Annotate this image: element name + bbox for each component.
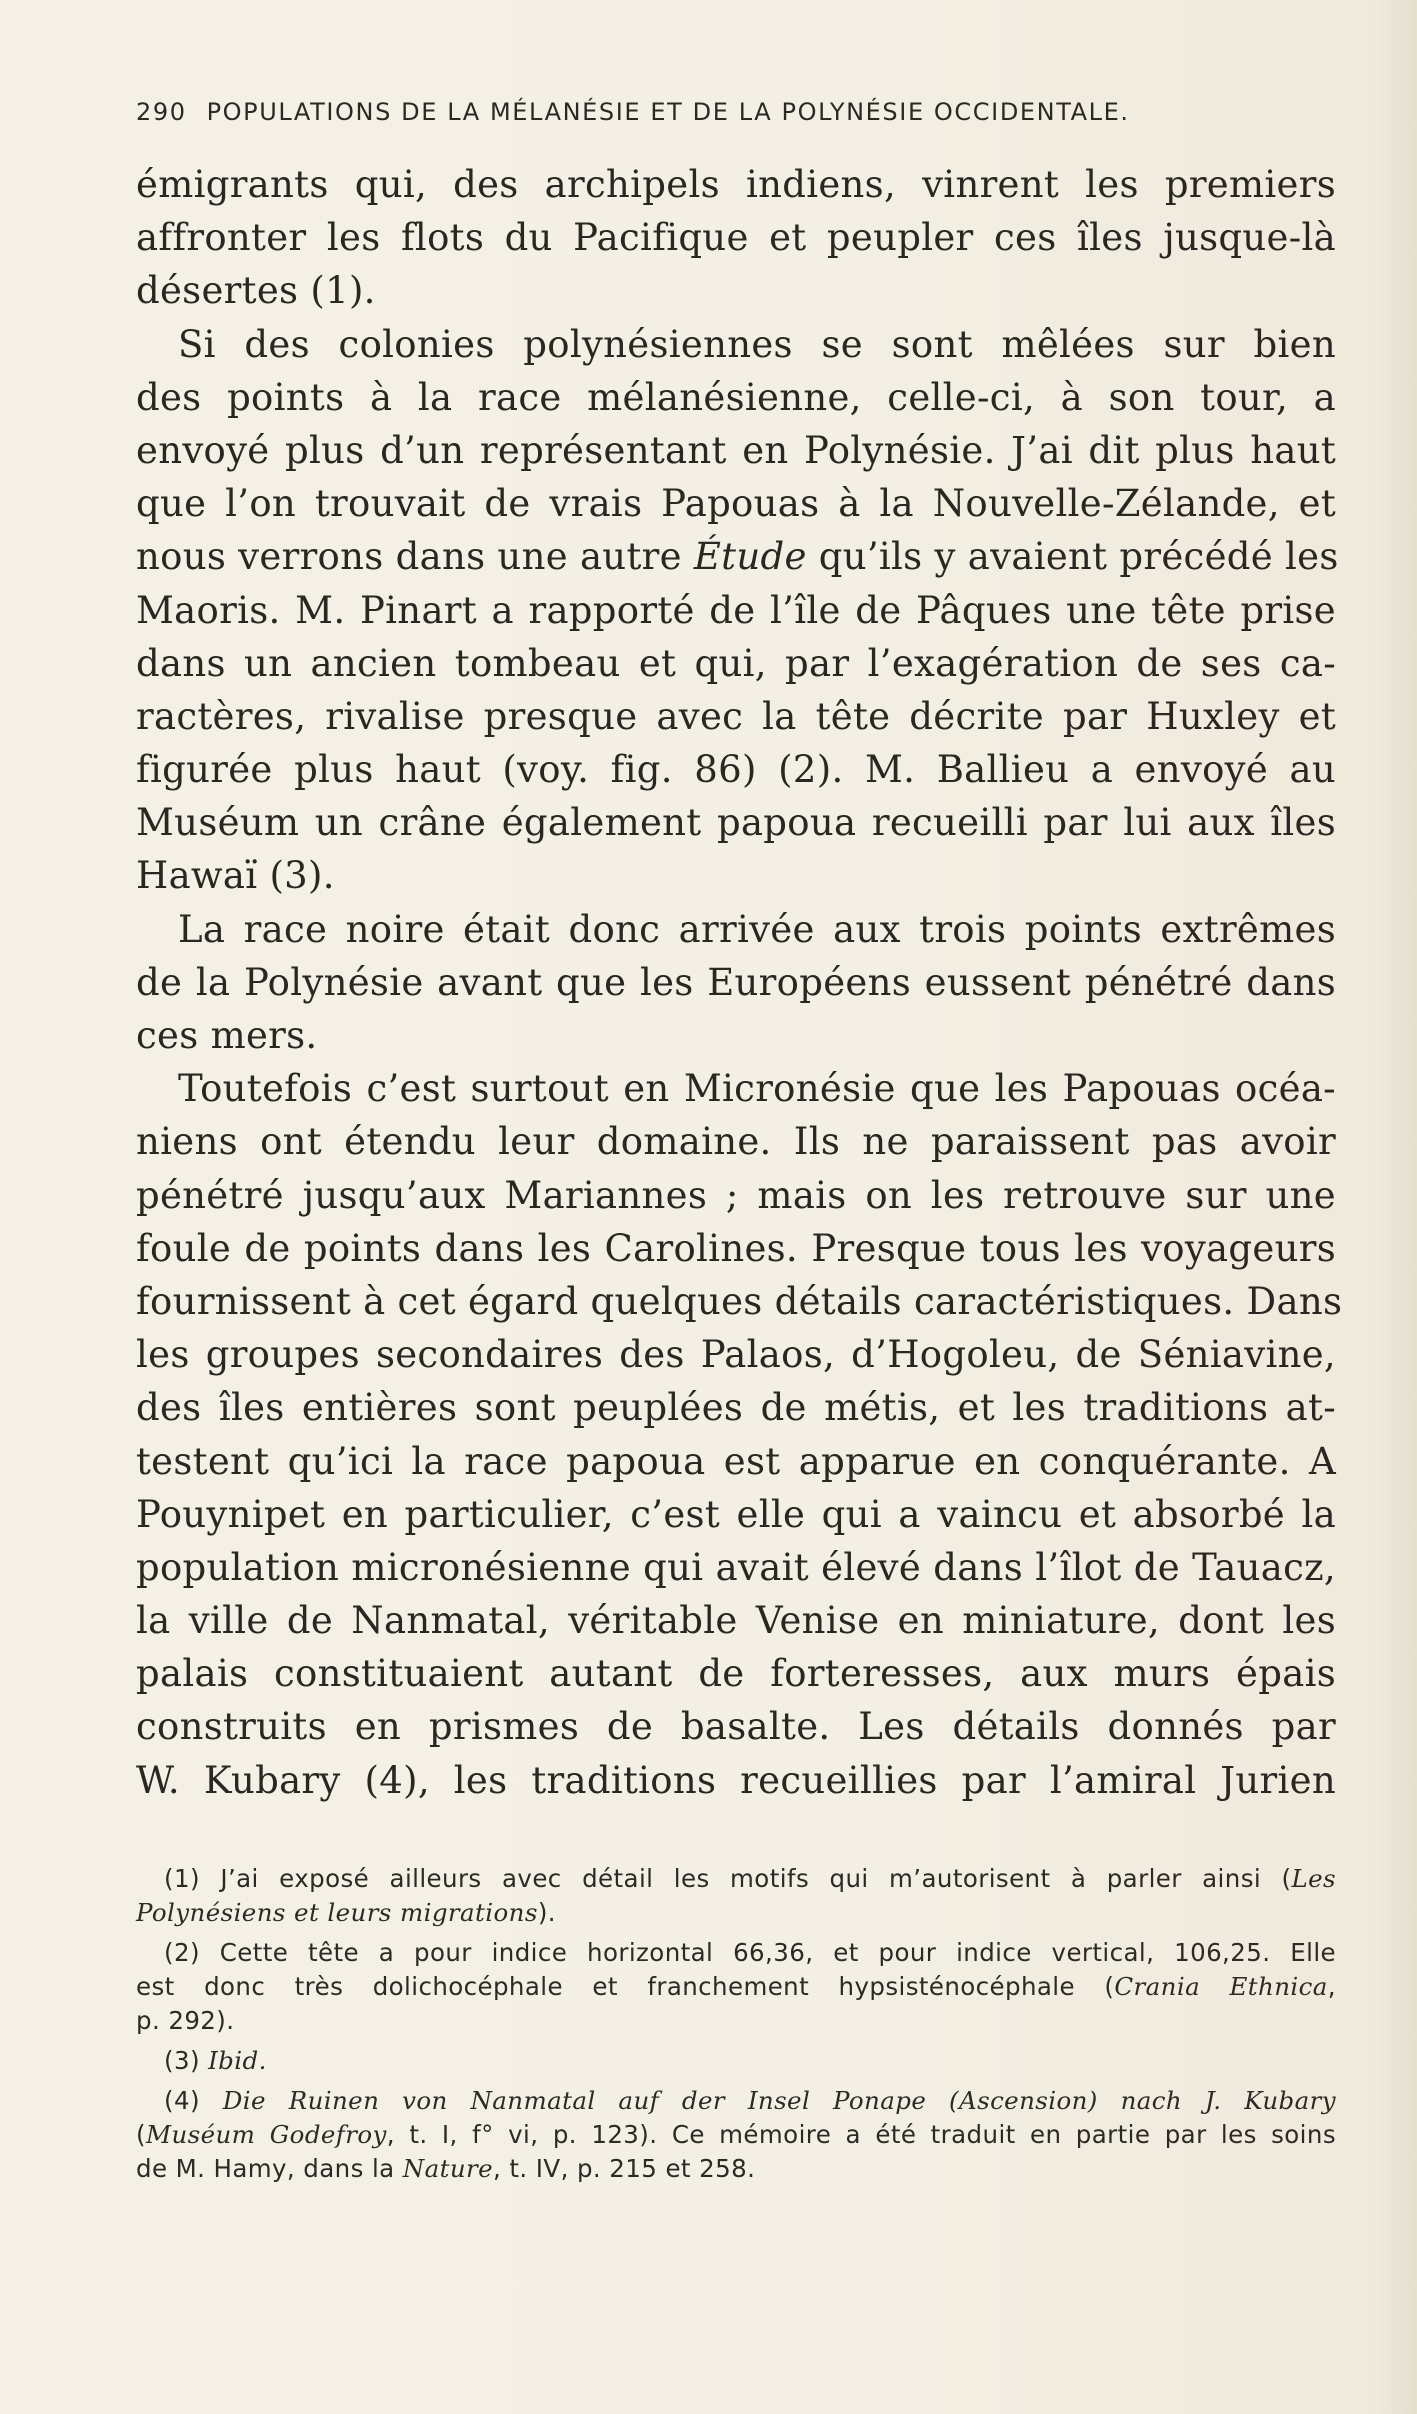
footnote-italic: Muséum Godefroy bbox=[145, 2120, 387, 2149]
text-line: Toutefois c’est surtout en Micronésie que les Papouas océa- bbox=[178, 1067, 1336, 1111]
footnote-text: (3) bbox=[164, 2046, 209, 2075]
footnote-text: ). bbox=[537, 1898, 556, 1927]
body-text bbox=[136, 158, 1343, 1807]
text-line: palais constituaient autant de forteresses, aux murs épais bbox=[136, 1652, 1336, 1696]
text-line: pénétré jusqu’aux Mariannes ; mais on les retrouve sur une bbox=[136, 1173, 1336, 1217]
footnote-text: de M. Hamy, dans la bbox=[136, 2154, 403, 2183]
page-edge-shadow bbox=[1377, 0, 1417, 2414]
footnote-3-line bbox=[136, 2044, 1336, 2078]
running-title: POPULATIONS DE LA MÉLANÉSIE ET DE LA POLYNÉSIE OCCIDENTALE. bbox=[206, 98, 1130, 126]
footnote-4-line bbox=[136, 2152, 1336, 2186]
text-line: de la Polynésie avant que les Européens eussent pénétré dans bbox=[136, 960, 1336, 1004]
text-line: testent qu’ici la race papoua est apparue en conquérante. A bbox=[136, 1439, 1336, 1483]
running-head bbox=[136, 98, 1316, 126]
italic-title-etude: Étude bbox=[693, 535, 807, 579]
footnote-text: , bbox=[1327, 1972, 1336, 2001]
text-line: Pouynipet en particulier, c’est elle qui a vaincu et absorbé la bbox=[136, 1492, 1336, 1536]
text-line: niens ont étendu leur domaine. Ils ne paraissent pas avoir bbox=[136, 1120, 1336, 1164]
text-line: fournissent à cet égard quelques détails caractéristiques. Dans bbox=[136, 1279, 1343, 1323]
footnote-1-line bbox=[136, 1862, 1336, 1896]
text-line: les groupes secondaires des Palaos, d’Hogoleu, de Séniavine, bbox=[136, 1333, 1336, 1377]
footnote-text: (1) J’ai exposé ailleurs avec détail les motifs qui m’autorisent à parler ainsi ( bbox=[164, 1864, 1292, 1893]
footnote-italic: Crania Ethnica bbox=[1114, 1972, 1328, 2001]
text-line: Maoris. M. Pinart a rapporté de l’île de Pâques une tête prise bbox=[136, 588, 1336, 632]
footnote-text: ( bbox=[136, 2120, 146, 2149]
text-line: envoyé plus d’un représentant en Polynésie. J’ai dit plus haut bbox=[136, 428, 1336, 472]
text-line: ces mers. bbox=[136, 1014, 318, 1057]
text-segment: qu’ils y avaient précédé les bbox=[806, 535, 1339, 579]
text-line: la ville de Nanmatal, véritable Venise en miniature, dont les bbox=[136, 1599, 1336, 1643]
page-number: 290 bbox=[136, 98, 187, 126]
footnote-italic: Die Ruinen von Nanmatal auf der Insel Ponape (Ascension) nach J. Kubary bbox=[222, 2086, 1337, 2115]
footnote-2-line: (2) Cette tête a pour indice horizontal 66,36, et pour indice vertical, 106,25. Elle bbox=[164, 1938, 1336, 1967]
text-line: des points à la race mélanésienne, celle-ci, à son tour, a bbox=[136, 375, 1336, 419]
footnote-1-line bbox=[136, 1896, 1336, 1930]
footnote-italic: Polynésiens et leurs migrations bbox=[136, 1898, 538, 1927]
footnotes bbox=[136, 1862, 1336, 2186]
text-line: émigrants qui, des archipels indiens, vinrent les premiers bbox=[136, 163, 1336, 206]
text-line: foule de points dans les Carolines. Presque tous les voyageurs bbox=[136, 1226, 1336, 1270]
text-segment: nous verrons dans une autre bbox=[136, 535, 694, 579]
footnote-2-line bbox=[136, 1970, 1336, 2004]
footnote-text: , t. I, f° vi, p. 123). Ce mémoire a été traduit en partie par les soins bbox=[386, 2120, 1336, 2149]
footnote-italic: Nature bbox=[402, 2154, 494, 2183]
footnote-italic: Ibid. bbox=[208, 2046, 267, 2075]
text-line: figurée plus haut (voy. fig. 86) (2). M. Ballieu a envoyé au bbox=[136, 748, 1336, 792]
text-line: désertes (1). bbox=[136, 269, 376, 313]
footnote-text: (4) bbox=[164, 2086, 223, 2115]
text-line: La race noire était donc arrivée aux trois points extrêmes bbox=[178, 907, 1336, 951]
footnote-text: est donc très dolichocéphale et franchement hypsisténocéphale ( bbox=[136, 1972, 1115, 2001]
text-line: W. Kubary (4), les traditions recueillies par l’amiral Jurien bbox=[136, 1758, 1336, 1802]
footnote-2-line: p. 292). bbox=[136, 2006, 235, 2035]
footnote-4-line bbox=[136, 2084, 1336, 2118]
text-line: Si des colonies polynésiennes se sont mêlées sur bien bbox=[178, 322, 1336, 366]
text-line: des îles entières sont peuplées de métis, et les traditions at- bbox=[136, 1386, 1336, 1430]
text-line: population micronésienne qui avait élevé dans l’îlot de Tauacz, bbox=[136, 1545, 1336, 1589]
footnote-italic: Les bbox=[1291, 1864, 1336, 1893]
footnote-4-line bbox=[136, 2118, 1336, 2152]
text-line bbox=[136, 530, 1339, 583]
text-line: Hawaï (3). bbox=[136, 854, 335, 898]
text-line: Muséum un crâne également papoua recueilli par lui aux îles bbox=[136, 801, 1336, 845]
text-line: affronter les flots du Pacifique et peupler ces îles jusque-là bbox=[136, 216, 1336, 260]
text-line: que l’on trouvait de vrais Papouas à la Nouvelle-Zélande, et bbox=[136, 482, 1336, 526]
text-line: ractères, rivalise presque avec la tête décrite par Huxley et bbox=[136, 694, 1336, 738]
text-line: construits en prismes de basalte. Les détails donnés par bbox=[136, 1705, 1336, 1749]
text-line: dans un ancien tombeau et qui, par l’exagération de ses ca- bbox=[136, 641, 1336, 685]
footnote-text: , t. IV, p. 215 et 258. bbox=[493, 2154, 756, 2183]
